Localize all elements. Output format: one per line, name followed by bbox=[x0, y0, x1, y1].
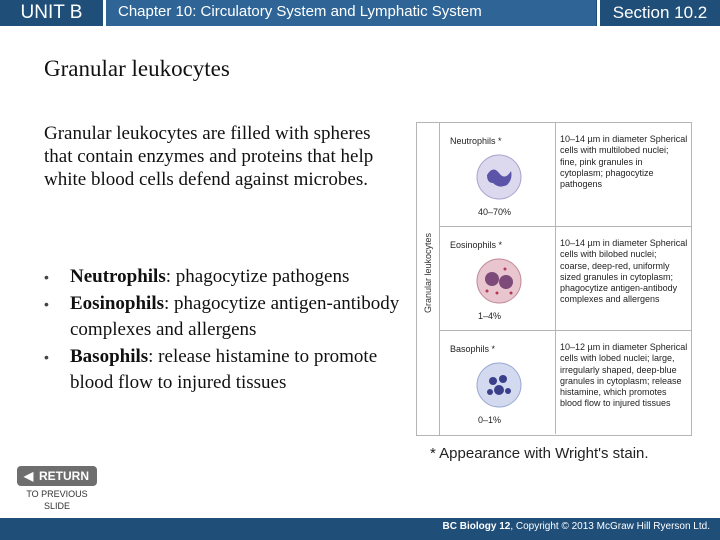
bullet-item bbox=[44, 344, 404, 396]
cell-description: 10–14 µm in diameter Spherical cells with bilobed nuclei; coarse, deep-red, uniformly sized granules in cytoplasm; phagocytize antigen-antibody complexes and allergens bbox=[560, 238, 688, 305]
side-label-text: Granular leukocytes bbox=[423, 232, 433, 314]
cell-name: Basophils * bbox=[450, 344, 496, 354]
unit-label: UNIT B bbox=[0, 0, 103, 26]
bullet-term: Eosinophils bbox=[70, 293, 164, 314]
chapter-title: Chapter 10: Circulatory System and Lymphatic System bbox=[106, 0, 596, 26]
leukocyte-figure bbox=[416, 122, 692, 436]
cell-percent: 0–1% bbox=[478, 415, 502, 425]
bullet-text: : phagocytize pathogens bbox=[165, 266, 350, 287]
slide-title: Granular leukocytes bbox=[44, 56, 230, 81]
return-label: RETURN bbox=[39, 469, 89, 483]
bullet-term: Neutrophils bbox=[70, 266, 166, 287]
cell-name: Eosinophils * bbox=[450, 240, 503, 250]
bullet-dot-icon: • bbox=[44, 296, 49, 312]
bullet-item bbox=[44, 264, 404, 290]
left-arrow-icon: ◀ bbox=[24, 469, 34, 483]
bullet-text: : phagocytize antigen-antibody complexes and allergens bbox=[70, 293, 400, 340]
eosinophil-cell-icon bbox=[475, 257, 523, 305]
eosinophil-row bbox=[440, 227, 691, 331]
cell-description: 10–12 µm in diameter Spherical cells with lobed nuclei; large, irregularly shaped, deep-blue granules in cytoplasm; release histamine, which promotes blood flow to injured tissues bbox=[560, 342, 688, 409]
bullet-text: : release histamine to promote blood flow to injured tissues bbox=[70, 346, 378, 393]
cell-percent: 40–70% bbox=[478, 207, 512, 217]
basophil-image-cell bbox=[440, 331, 556, 434]
intro-text: Granular leukocytes are filled with spheres that contain enzymes and proteins that help white blood cells defend against microbes. bbox=[44, 123, 374, 190]
header-bar bbox=[0, 0, 720, 26]
cell-description: 10–14 µm in diameter Spherical cells with multilobed nuclei; fine, pink granules in cytoplasm; phagocytize pathogens bbox=[560, 134, 688, 190]
footer-bar bbox=[0, 518, 720, 540]
bullet-dot-icon: • bbox=[44, 349, 49, 365]
figure-side-label bbox=[417, 123, 440, 435]
eosinophil-image-cell bbox=[440, 227, 556, 330]
neutrophil-row bbox=[440, 123, 691, 227]
section-label: Section 10.2 bbox=[600, 0, 720, 26]
bullet-item bbox=[44, 291, 404, 343]
neutrophil-image-cell bbox=[440, 123, 556, 226]
basophil-row bbox=[440, 331, 691, 434]
cell-name: Neutrophils * bbox=[450, 136, 502, 146]
bullet-dot-icon: • bbox=[44, 269, 49, 285]
basophil-cell-icon bbox=[475, 361, 523, 409]
cell-percent: 1–4% bbox=[478, 311, 502, 321]
figure-caption: * Appearance with Wright's stain. bbox=[430, 445, 649, 462]
copyright-notice: , Copyright © 2013 McGraw Hill Ryerson Ltd. bbox=[510, 521, 710, 532]
bullet-term: Basophils bbox=[70, 346, 149, 367]
neutrophil-cell-icon bbox=[475, 153, 523, 201]
course-name: BC Biology 12 bbox=[442, 521, 511, 532]
bullet-list bbox=[44, 264, 404, 397]
previous-slide-label: TO PREVIOUS SLIDE bbox=[26, 489, 88, 511]
return-button[interactable] bbox=[17, 466, 97, 486]
copyright-text bbox=[443, 521, 710, 532]
